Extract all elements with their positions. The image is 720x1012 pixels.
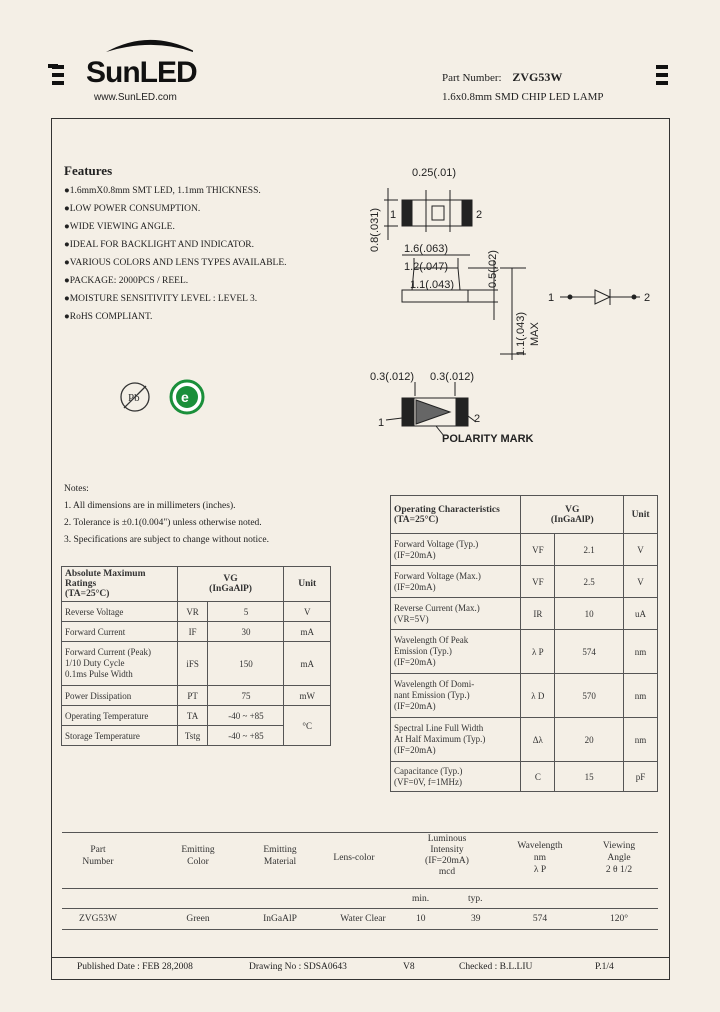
param-cell: Operating Temperature <box>62 706 178 726</box>
param-cell: Forward Current <box>62 622 178 642</box>
val-cell: 75 <box>208 686 284 706</box>
sym-cell: VF <box>521 534 555 566</box>
sel-material: InGaAlP <box>263 914 297 924</box>
feature-item: ●MOISTURE SENSITIVITY LEVEL : LEVEL 3. <box>64 294 258 304</box>
notes <box>64 481 269 549</box>
notes-title: Notes: <box>64 484 89 494</box>
sel-sub-min: min. <box>412 894 430 904</box>
package-drawing <box>360 160 660 450</box>
unit-cell: nm <box>624 630 658 674</box>
sel-min: 10 <box>416 914 426 924</box>
features-list <box>64 182 287 326</box>
val-cell: -40 ~ +85 <box>208 726 284 746</box>
table-row <box>62 622 331 642</box>
param-cell: Wavelength Of Peak Emission (Typ.) (IF=20mA) <box>391 630 521 674</box>
polarity-mark: POLARITY MARK <box>442 433 534 445</box>
page-number: P.1/4 <box>595 962 614 972</box>
val-cell: 20 <box>555 718 624 762</box>
note-item: 2. Tolerance is ±0.1(0.004") unless otherwise noted. <box>64 518 262 528</box>
unit-cell: °C <box>284 706 331 746</box>
val-cell: -40 ~ +85 <box>208 706 284 726</box>
dim-11v: 1.1(.043) <box>515 311 527 356</box>
feature-item: ●LOW POWER CONSUMPTION. <box>64 204 201 214</box>
table-row <box>391 534 658 566</box>
val-cell: 150 <box>208 642 284 686</box>
table-row <box>391 718 658 762</box>
selection-guide <box>62 832 658 957</box>
feature-item: ●WIDE VIEWING ANGLE. <box>64 222 175 232</box>
pin-2-bottom: 2 <box>474 413 481 425</box>
unit-cell: V <box>624 566 658 598</box>
table-row <box>391 674 658 718</box>
sel-header-material: Emitting Material <box>263 845 297 867</box>
sym-cell: VR <box>177 602 208 622</box>
val-cell: 2.1 <box>555 534 624 566</box>
dim-08: 0.8(.031) <box>369 207 381 252</box>
sel-typ: 39 <box>471 914 481 924</box>
published-date: Published Date : FEB 28,2008 <box>77 962 193 972</box>
features-title: Features <box>64 163 113 178</box>
sym-cell: C <box>521 762 555 792</box>
val-cell: 2.5 <box>555 566 624 598</box>
feature-item: ●RoHS COMPLIANT. <box>64 312 153 322</box>
logo-text: SunLED <box>86 56 197 89</box>
dim-05: 0.5(.02) <box>487 250 499 288</box>
unit-cell: V <box>284 602 331 622</box>
op-char-header: Operating Characteristics (TA=25°C) <box>391 496 521 534</box>
unit-cell: pF <box>624 762 658 792</box>
param-cell: Reverse Current (Max.) (VR=5V) <box>391 598 521 630</box>
left-bars-icon <box>52 65 64 85</box>
op-char-unit-header: Unit <box>624 496 658 534</box>
max-label: MAX <box>529 322 541 346</box>
sel-header-color: Emitting Color <box>181 845 215 867</box>
abs-max-unit-header: Unit <box>284 567 331 602</box>
unit-cell: mW <box>284 686 331 706</box>
table-row <box>391 630 658 674</box>
val-cell: 15 <box>555 762 624 792</box>
dim-16: 1.6(.063) <box>404 243 449 255</box>
feature-item: ●1.6mmX0.8mm SMT LED, 1.1mm THICKNESS. <box>64 186 261 196</box>
dim-03a: 0.3(.012) <box>370 371 415 383</box>
sym-cell: PT <box>177 686 208 706</box>
e-label: e <box>181 389 189 405</box>
sym-cell: Δλ <box>521 718 555 762</box>
checked-by: Checked : B.L.LIU <box>459 962 533 972</box>
val-cell: 5 <box>208 602 284 622</box>
unit-cell: mA <box>284 622 331 642</box>
sel-header-wavelength: Wavelength nm λ P <box>517 841 563 875</box>
schematic-pin-2: 2 <box>644 292 651 304</box>
sel-wavelength: 574 <box>532 914 548 924</box>
sym-cell: IR <box>521 598 555 630</box>
unit-cell: nm <box>624 718 658 762</box>
val-cell: 574 <box>555 630 624 674</box>
sel-header-angle: Viewing Angle 2 θ 1/2 <box>602 841 636 875</box>
sym-cell: IF <box>177 622 208 642</box>
right-bars-icon <box>656 65 668 85</box>
unit-cell: nm <box>624 674 658 718</box>
dim-11: 1.1(.043) <box>410 279 455 291</box>
param-cell: Storage Temperature <box>62 726 178 746</box>
sym-cell: Tstg <box>177 726 208 746</box>
param-cell: Reverse Voltage <box>62 602 178 622</box>
table-row <box>391 598 658 630</box>
param-cell: Forward Voltage (Max.) (IF=20mA) <box>391 566 521 598</box>
sym-cell: TA <box>177 706 208 726</box>
param-cell: Spectral Line Full Width At Half Maximum (Typ.) (IF=20mA) <box>391 718 521 762</box>
part-number: ZVG53W <box>512 70 563 84</box>
param-cell: Forward Current (Peak) 1/10 Duty Cycle 0.1ms Pulse Width <box>62 642 178 686</box>
sel-angle: 120° <box>609 914 629 924</box>
val-cell: 30 <box>208 622 284 642</box>
sel-header-lens: Lens-color <box>333 853 375 863</box>
unit-cell: mA <box>284 642 331 686</box>
val-cell: 570 <box>555 674 624 718</box>
param-cell: Power Dissipation <box>62 686 178 706</box>
note-item: 1. All dimensions are in millimeters (inches). <box>64 501 236 511</box>
part-number-label: Part Number: <box>442 72 502 84</box>
abs-max-table <box>61 566 331 746</box>
param-cell: Wavelength Of Domi- nant Emission (Typ.) (IF=20mA) <box>391 674 521 718</box>
sel-header-intensity: Luminous Intensity (IF=20mA) mcd <box>425 834 469 877</box>
feature-item: ●VARIOUS COLORS AND LENS TYPES AVAILABLE. <box>64 258 287 268</box>
dim-03b: 0.3(.012) <box>430 371 475 383</box>
sel-header-part: Part Number <box>82 845 114 867</box>
table-row <box>391 762 658 792</box>
footer <box>51 962 670 976</box>
feature-item: ●IDEAL FOR BACKLIGHT AND INDICATOR. <box>64 240 255 250</box>
schematic-pin-1: 1 <box>548 292 555 304</box>
dim-025: 0.25(.01) <box>412 167 457 179</box>
pin-1-bottom: 1 <box>378 417 385 429</box>
sel-part-number: ZVG53W <box>79 914 117 924</box>
pin-2-top: 2 <box>476 209 483 221</box>
param-cell: Capacitance (Typ.) (VF=0V, f=1MHz) <box>391 762 521 792</box>
table-row <box>391 566 658 598</box>
note-item: 3. Specifications are subject to change without notice. <box>64 535 269 545</box>
feature-item: ●PACKAGE: 2000PCS / REEL. <box>64 276 189 286</box>
unit-cell: uA <box>624 598 658 630</box>
description: 1.6x0.8mm SMD CHIP LED LAMP <box>442 91 604 103</box>
drawing-number: Drawing No : SDSA0643 <box>249 962 347 972</box>
table-row <box>62 686 331 706</box>
sym-cell: λ P <box>521 630 555 674</box>
part-number-line <box>442 70 562 85</box>
param-cell: Forward Voltage (Typ.) (IF=20mA) <box>391 534 521 566</box>
sym-cell: iFS <box>177 642 208 686</box>
unit-cell: V <box>624 534 658 566</box>
table-row <box>62 602 331 622</box>
sel-sub-typ: typ. <box>468 894 483 904</box>
sel-lens: Water Clear <box>340 914 386 924</box>
version: V8 <box>403 962 415 972</box>
val-cell: 10 <box>555 598 624 630</box>
dim-12: 1.2(.047) <box>404 261 449 273</box>
pb-free-icon <box>118 380 152 414</box>
abs-max-vg-header: VG (InGaAlP) <box>177 567 284 602</box>
op-char-table <box>390 495 658 792</box>
rohs-e-icon <box>168 378 206 416</box>
sel-color: Green <box>186 914 210 924</box>
table-row <box>62 642 331 686</box>
website[interactable]: www.SunLED.com <box>94 92 177 103</box>
op-char-vg-header: VG (InGaAlP) <box>521 496 624 534</box>
table-row <box>62 706 331 726</box>
sym-cell: VF <box>521 566 555 598</box>
logo <box>48 30 197 110</box>
abs-max-header: Absolute Maximum Ratings (TA=25°C) <box>62 567 178 602</box>
sym-cell: λ D <box>521 674 555 718</box>
pin-1-top: 1 <box>390 209 397 221</box>
pb-label: Pb <box>128 392 140 404</box>
